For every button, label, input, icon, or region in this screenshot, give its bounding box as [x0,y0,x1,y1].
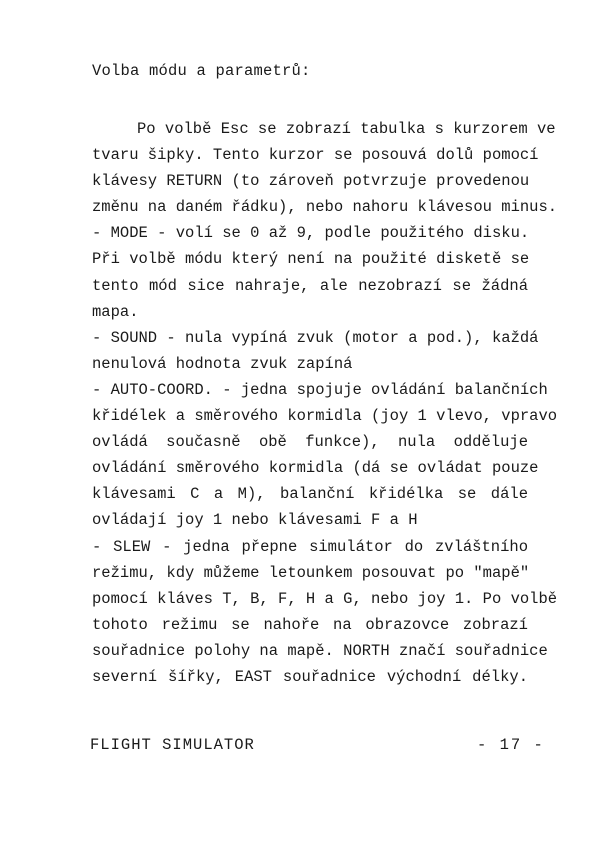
text-line: ovládání směrového kormidla (dá se ovládat pouze [92,459,539,478]
text-line: změnu na daném řádku), nebo nahoru klávesou minus. [92,198,558,217]
footer-title: FLIGHT SIMULATOR [90,736,255,754]
text-line: Při volbě módu který není na použité disketě se [92,250,530,269]
text-line: - SOUND - nula vypíná zvuk (motor a pod.), každá [92,328,539,347]
text-line: nenulová hodnota zvuk zapíná [92,354,353,373]
text-line: režimu, kdy můžeme letounkem posouvat po "mapě" [92,563,530,582]
text-line: klávesami C a M), balanční křidélka se dále [92,485,528,504]
text-line: tento mód sice nahraje, ale nezobrazí se žádná [92,276,528,295]
text-line: tohoto režimu se nahoře na obrazovce zobrazí [92,615,528,634]
text-line: klávesy RETURN (to zároveň potvrzuje provedenou [92,172,530,191]
text-line: tvaru šipky. Tento kurzor se posouvá dolů pomocí [92,146,539,165]
page-number: - 17 - [477,736,545,754]
text-line: - MODE - volí se 0 až 9, podle použitého disku. [92,224,530,243]
text-line: Po volbě Esc se zobrazí tabulka s kurzorem ve [137,120,556,138]
text-line: souřadnice polohy na mapě. NORTH značí souřadnice [92,641,548,660]
text-line: severní šířky, EAST souřadnice východní délky. [92,667,528,686]
text-line: ovládají joy 1 nebo klávesami F a H [92,511,418,530]
text-line: mapa. [92,302,139,321]
text-line: - AUTO-COORD. - jedna spojuje ovládání balančních [92,380,548,399]
section-heading: Volba módu a parametrů: [92,62,311,80]
text-line: ovládá současně obě funkce), nula odděluje [92,433,528,452]
text-line: - SLEW - jedna přepne simulátor do zvláštního [92,537,528,556]
text-line: pomocí kláves T, B, F, H a G, nebo joy 1. Po volbě [92,589,558,608]
text-line: křidélek a směrového kormidla (joy 1 vlevo, vpravo [92,407,558,426]
body-text [92,116,558,690]
